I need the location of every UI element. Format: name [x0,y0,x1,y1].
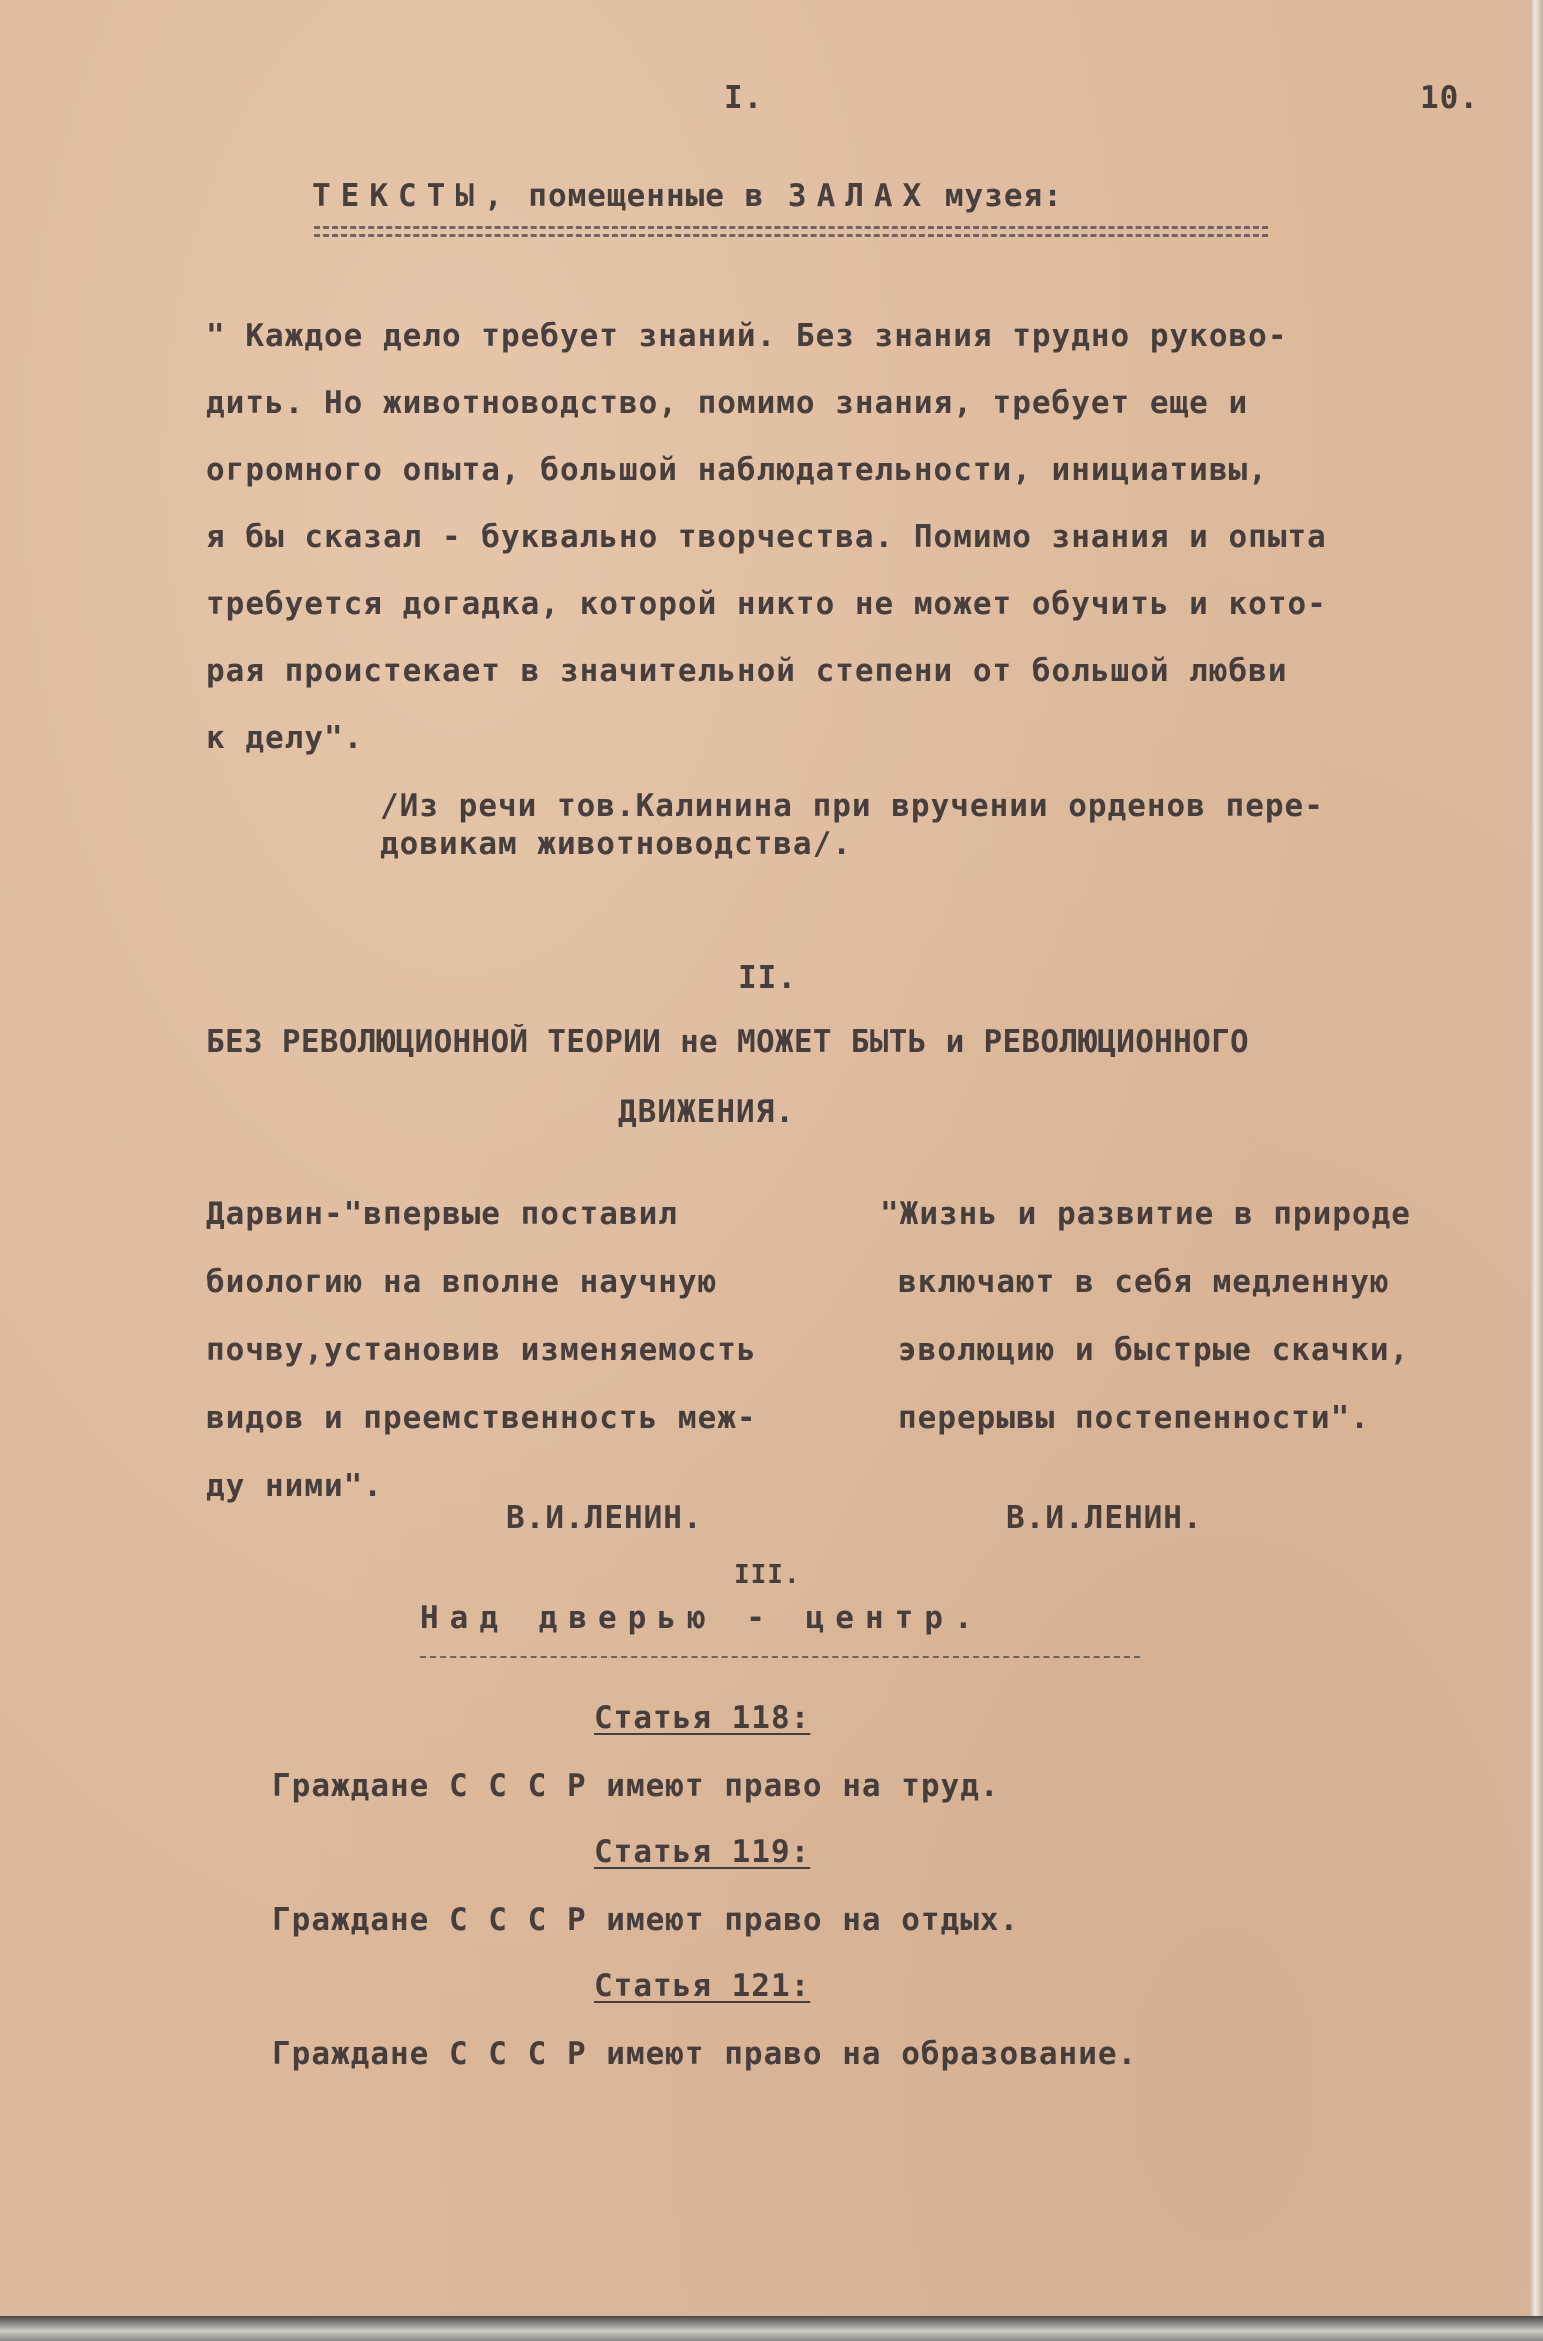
nature-quote-line: эволюцию и быстрые скачки, [898,1332,1410,1368]
section1-title [312,178,1063,214]
article-title: Статья 118: [594,1700,811,1736]
quote-line: " Каждое дело требует знаний. Без знания трудно руково- [206,318,1288,354]
section-number-roman: I. [724,80,764,116]
section-number-roman: III. [734,1560,801,1590]
quote-line: я бы сказал - буквально творчества. Помимо знания и опыта [206,519,1327,555]
darwin-quote-line: Дарвин-"впервые поставил [206,1196,678,1232]
nature-quote-line: перерывы постепенности". [898,1400,1370,1436]
darwin-quote-line: ду ними". [206,1468,383,1504]
darwin-quote-line: почву,установив изменяемость [206,1332,757,1368]
title-word-halls: ЗАЛАХ [787,178,932,214]
quote-line: рая проистекает в значительной степени от большой любви [206,653,1288,689]
section2-heading-line: ДВИЖЕНИЯ. [618,1094,795,1130]
quote-line: к делу". [206,720,364,756]
title-double-rule-1 [314,226,1268,229]
nature-quote-line: "Жизнь и развитие в природе [880,1196,1411,1232]
title-word-museum: музея: [944,178,1063,214]
quote-line: требуется догадка, которой никто не может обучить и кото- [206,586,1327,622]
article-text: Граждане С С С Р имеют право на отдых. [272,1902,1020,1938]
darwin-quote-line: биологию на вполне научную [206,1264,718,1300]
article-title: Статья 119: [594,1834,811,1870]
page-edge-bottom [0,2316,1543,2341]
article-title: Статья 121: [594,1968,811,2004]
article-text: Граждане С С С Р имеют право на образование. [272,2036,1138,2072]
quote-line: дить. Но животноводство, помимо знания, требует еще и [206,385,1249,421]
section-number-roman: II. [738,960,797,996]
section2-heading-line: БЕЗ РЕВОЛЮЦИОННОЙ ТЕОРИИ не МОЖЕТ БЫТЬ и РЕВОЛЮЦИОННОГО [206,1024,1249,1060]
quote-source-line: /Из речи тов.Калинина при вручении орденов пере- [380,788,1324,824]
page-edge-right [1530,0,1543,2341]
quote-line: огромного опыта, большой наблюдательности, инициативы, [206,452,1268,488]
quote-author: В.И.ЛЕНИН. [1006,1500,1203,1536]
quote-author: В.И.ЛЕНИН. [506,1500,703,1536]
title-word-texts: ТЕКСТЫ, [312,178,513,214]
section3-heading: Над дверью - центр. [420,1600,984,1636]
nature-quote-line: включают в себя медленную [898,1264,1390,1300]
darwin-quote-line: видов и преемственность меж- [206,1400,757,1436]
section3-heading-rule [420,1656,1140,1658]
title-double-rule-2 [314,234,1268,237]
quote-source-line: довикам животноводства/. [380,826,852,862]
article-text: Граждане С С С Р имеют право на труд. [272,1768,1000,1804]
page-number: 10. [1420,80,1479,116]
title-word-placed: помещенные в [528,178,765,214]
